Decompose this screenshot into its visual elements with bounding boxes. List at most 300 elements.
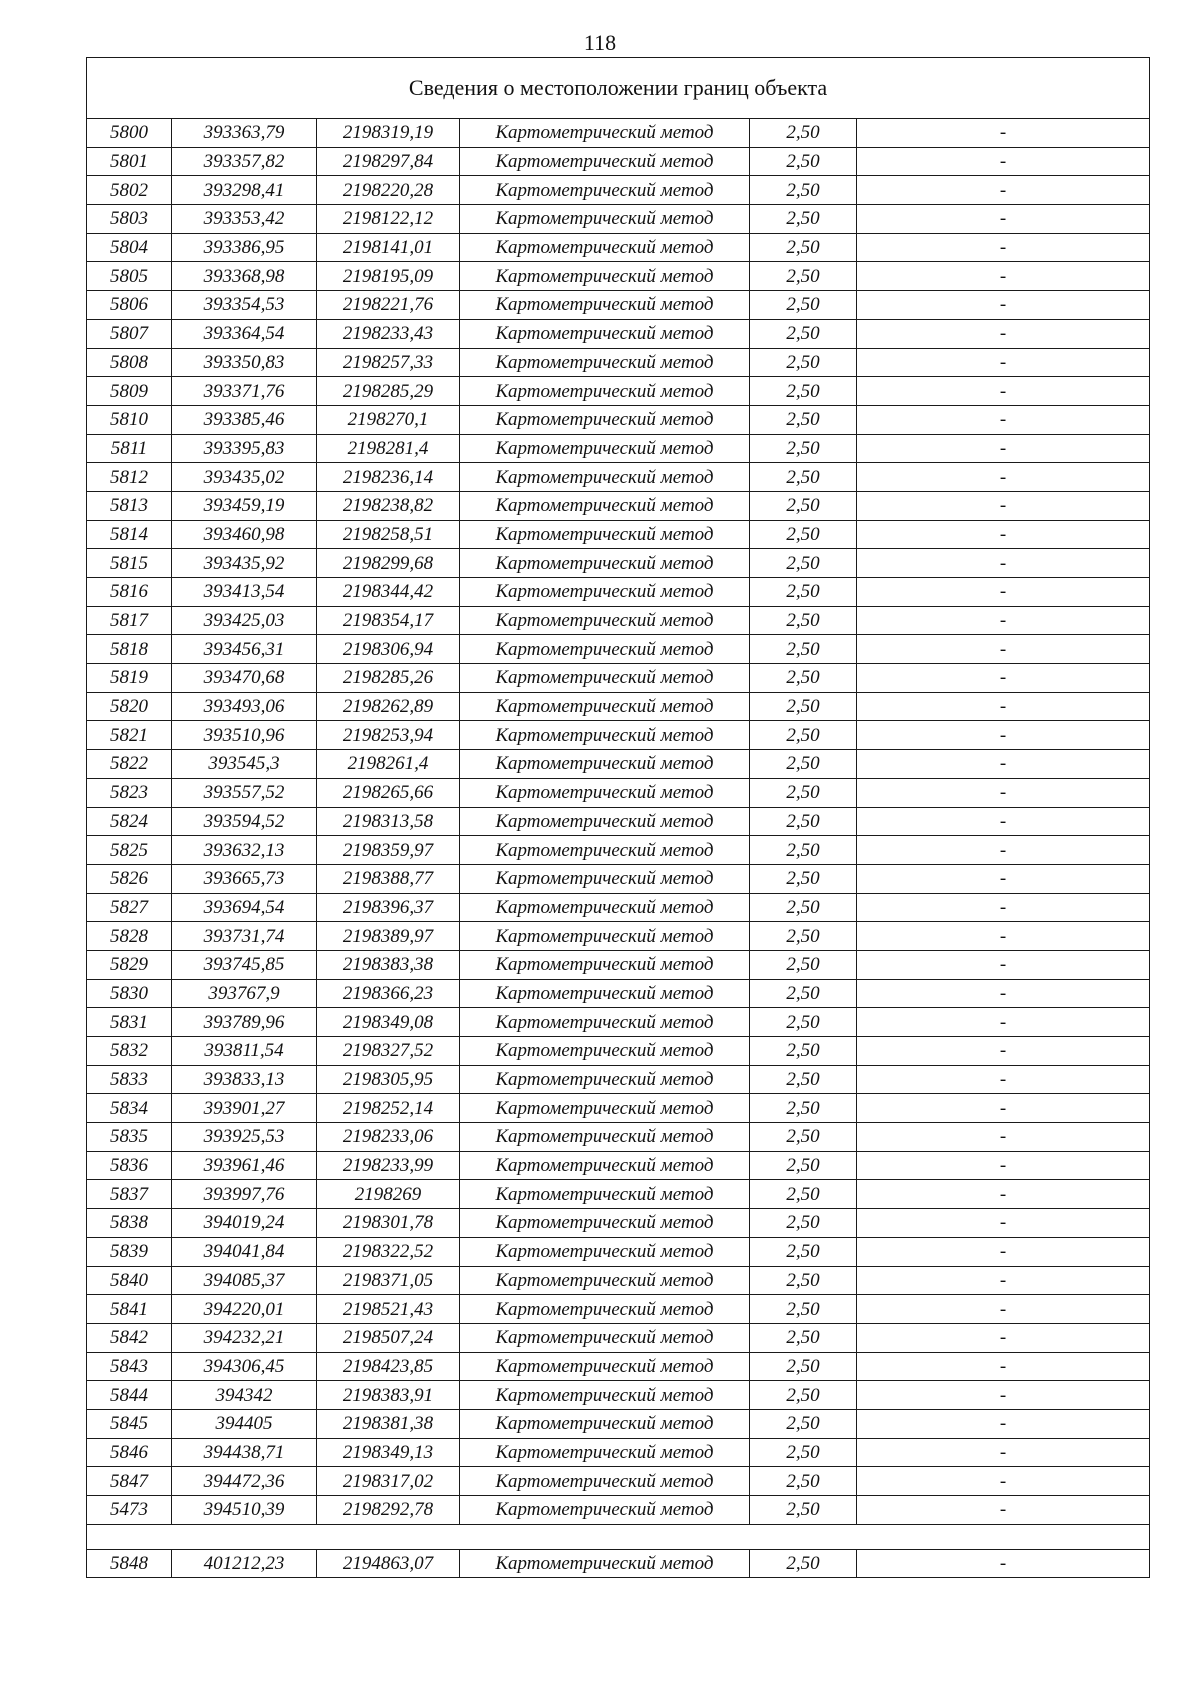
cell-point-number: 5824 [87, 807, 172, 836]
cell-point-number: 5829 [87, 950, 172, 979]
cell-method: Картометрический метод [460, 1266, 750, 1295]
cell-method: Картометрический метод [460, 950, 750, 979]
table-row [87, 664, 1150, 693]
cell-note: - [857, 893, 1150, 922]
cell-point-number: 5834 [87, 1094, 172, 1123]
cell-method: Картометрический метод [460, 1381, 750, 1410]
cell-accuracy: 2,50 [750, 319, 857, 348]
cell-method: Картометрический метод [460, 377, 750, 406]
cell-accuracy: 2,50 [750, 520, 857, 549]
page-number: 118 [583, 30, 617, 55]
cell-accuracy: 2,50 [750, 1496, 857, 1525]
cell-accuracy: 2,50 [750, 176, 857, 205]
table-row [87, 377, 1150, 406]
cell-note: - [857, 463, 1150, 492]
table-row [87, 1295, 1150, 1324]
cell-x-coordinate: 393961,46 [172, 1151, 317, 1180]
cell-y-coordinate: 2198389,97 [317, 922, 460, 951]
cell-x-coordinate: 393833,13 [172, 1065, 317, 1094]
cell-point-number: 5811 [87, 434, 172, 463]
cell-y-coordinate: 2198344,42 [317, 578, 460, 607]
cell-accuracy: 2,50 [750, 1237, 857, 1266]
cell-y-coordinate: 2198233,99 [317, 1151, 460, 1180]
table-row [87, 1496, 1150, 1525]
cell-accuracy: 2,50 [750, 578, 857, 607]
cell-x-coordinate: 393789,96 [172, 1008, 317, 1037]
cell-y-coordinate: 2198258,51 [317, 520, 460, 549]
table-row [87, 1209, 1150, 1238]
cell-point-number: 5830 [87, 979, 172, 1008]
cell-note: - [857, 1123, 1150, 1152]
cell-point-number: 5841 [87, 1295, 172, 1324]
cell-y-coordinate: 2198269 [317, 1180, 460, 1209]
table-row [87, 291, 1150, 320]
cell-x-coordinate: 393459,19 [172, 491, 317, 520]
cell-point-number: 5828 [87, 922, 172, 951]
cell-point-number: 5838 [87, 1209, 172, 1238]
cell-point-number: 5809 [87, 377, 172, 406]
cell-y-coordinate: 2198301,78 [317, 1209, 460, 1238]
cell-point-number: 5821 [87, 721, 172, 750]
cell-y-coordinate: 2198122,12 [317, 205, 460, 234]
cell-x-coordinate: 393997,76 [172, 1180, 317, 1209]
table-row [87, 348, 1150, 377]
cell-method: Картометрический метод [460, 176, 750, 205]
cell-accuracy: 2,50 [750, 750, 857, 779]
cell-x-coordinate: 401212,23 [172, 1549, 317, 1578]
cell-y-coordinate: 2198238,82 [317, 491, 460, 520]
caption-row [87, 58, 1150, 119]
cell-x-coordinate: 393901,27 [172, 1094, 317, 1123]
cell-note: - [857, 1266, 1150, 1295]
cell-accuracy: 2,50 [750, 1266, 857, 1295]
cell-method: Картометрический метод [460, 1549, 750, 1578]
cell-x-coordinate: 393386,95 [172, 233, 317, 262]
cell-note: - [857, 147, 1150, 176]
cell-accuracy: 2,50 [750, 1008, 857, 1037]
cell-x-coordinate: 393413,54 [172, 578, 317, 607]
cell-x-coordinate: 394232,21 [172, 1323, 317, 1352]
cell-x-coordinate: 393364,54 [172, 319, 317, 348]
cell-y-coordinate: 2198261,4 [317, 750, 460, 779]
cell-x-coordinate: 393767,9 [172, 979, 317, 1008]
spacer-cell [87, 1524, 1150, 1549]
cell-point-number: 5831 [87, 1008, 172, 1037]
table-row [87, 1438, 1150, 1467]
cell-note: - [857, 520, 1150, 549]
table-row [87, 1037, 1150, 1066]
cell-method: Картометрический метод [460, 491, 750, 520]
cell-point-number: 5819 [87, 664, 172, 693]
cell-y-coordinate: 2198253,94 [317, 721, 460, 750]
cell-y-coordinate: 2198299,68 [317, 549, 460, 578]
cell-y-coordinate: 2198221,76 [317, 291, 460, 320]
cell-accuracy: 2,50 [750, 1323, 857, 1352]
cell-point-number: 5814 [87, 520, 172, 549]
cell-note: - [857, 1094, 1150, 1123]
cell-note: - [857, 606, 1150, 635]
cell-note: - [857, 1037, 1150, 1066]
cell-note: - [857, 807, 1150, 836]
cell-note: - [857, 1237, 1150, 1266]
cell-method: Картометрический метод [460, 1151, 750, 1180]
table-row [87, 434, 1150, 463]
table-row [87, 606, 1150, 635]
cell-note: - [857, 491, 1150, 520]
cell-method: Картометрический метод [460, 405, 750, 434]
cell-y-coordinate: 2198285,26 [317, 664, 460, 693]
cell-method: Картометрический метод [460, 893, 750, 922]
cell-note: - [857, 291, 1150, 320]
cell-x-coordinate: 393557,52 [172, 778, 317, 807]
cell-y-coordinate: 2198252,14 [317, 1094, 460, 1123]
cell-y-coordinate: 2198349,08 [317, 1008, 460, 1037]
cell-x-coordinate: 393811,54 [172, 1037, 317, 1066]
cell-note: - [857, 119, 1150, 148]
cell-y-coordinate: 2198319,19 [317, 119, 460, 148]
cell-method: Картометрический метод [460, 434, 750, 463]
cell-accuracy: 2,50 [750, 1123, 857, 1152]
boundary-coordinates-table [86, 57, 1150, 1578]
cell-accuracy: 2,50 [750, 721, 857, 750]
cell-x-coordinate: 393368,98 [172, 262, 317, 291]
cell-note: - [857, 1295, 1150, 1324]
cell-method: Картометрический метод [460, 1094, 750, 1123]
cell-x-coordinate: 393594,52 [172, 807, 317, 836]
table-row [87, 807, 1150, 836]
cell-method: Картометрический метод [460, 979, 750, 1008]
cell-method: Картометрический метод [460, 291, 750, 320]
cell-method: Картометрический метод [460, 807, 750, 836]
cell-note: - [857, 1381, 1150, 1410]
cell-point-number: 5816 [87, 578, 172, 607]
table-row [87, 1549, 1150, 1578]
cell-y-coordinate: 2198383,91 [317, 1381, 460, 1410]
cell-point-number: 5848 [87, 1549, 172, 1578]
cell-method: Картометрический метод [460, 778, 750, 807]
cell-note: - [857, 836, 1150, 865]
cell-note: - [857, 578, 1150, 607]
cell-note: - [857, 1151, 1150, 1180]
cell-accuracy: 2,50 [750, 807, 857, 836]
cell-accuracy: 2,50 [750, 1438, 857, 1467]
cell-note: - [857, 1008, 1150, 1037]
cell-method: Картометрический метод [460, 578, 750, 607]
table-row [87, 864, 1150, 893]
cell-accuracy: 2,50 [750, 549, 857, 578]
cell-note: - [857, 205, 1150, 234]
cell-method: Картометрический метод [460, 1237, 750, 1266]
cell-method: Картометрический метод [460, 1037, 750, 1066]
cell-point-number: 5473 [87, 1496, 172, 1525]
cell-accuracy: 2,50 [750, 348, 857, 377]
cell-note: - [857, 262, 1150, 291]
table-row [87, 750, 1150, 779]
cell-y-coordinate: 2198371,05 [317, 1266, 460, 1295]
cell-accuracy: 2,50 [750, 1037, 857, 1066]
cell-x-coordinate: 393354,53 [172, 291, 317, 320]
cell-method: Картометрический метод [460, 233, 750, 262]
cell-accuracy: 2,50 [750, 405, 857, 434]
cell-accuracy: 2,50 [750, 692, 857, 721]
table-row [87, 1266, 1150, 1295]
cell-note: - [857, 1549, 1150, 1578]
cell-method: Картометрический метод [460, 319, 750, 348]
cell-y-coordinate: 2198388,77 [317, 864, 460, 893]
cell-x-coordinate: 393395,83 [172, 434, 317, 463]
cell-point-number: 5825 [87, 836, 172, 865]
cell-method: Картометрический метод [460, 1467, 750, 1496]
cell-method: Картометрический метод [460, 1065, 750, 1094]
cell-point-number: 5805 [87, 262, 172, 291]
cell-accuracy: 2,50 [750, 1467, 857, 1496]
cell-method: Картометрический метод [460, 549, 750, 578]
table-row [87, 319, 1150, 348]
cell-point-number: 5844 [87, 1381, 172, 1410]
spacer-row [87, 1524, 1150, 1549]
table-row [87, 491, 1150, 520]
cell-method: Картометрический метод [460, 463, 750, 492]
cell-note: - [857, 1180, 1150, 1209]
cell-x-coordinate: 394306,45 [172, 1352, 317, 1381]
cell-y-coordinate: 2198281,4 [317, 434, 460, 463]
cell-accuracy: 2,50 [750, 1094, 857, 1123]
cell-x-coordinate: 393353,42 [172, 205, 317, 234]
cell-note: - [857, 721, 1150, 750]
cell-y-coordinate: 2198195,09 [317, 262, 460, 291]
cell-point-number: 5837 [87, 1180, 172, 1209]
table-row [87, 1409, 1150, 1438]
cell-accuracy: 2,50 [750, 864, 857, 893]
table-row [87, 176, 1150, 205]
cell-note: - [857, 405, 1150, 434]
table-row [87, 1094, 1150, 1123]
table-row [87, 836, 1150, 865]
cell-note: - [857, 434, 1150, 463]
cell-accuracy: 2,50 [750, 205, 857, 234]
cell-x-coordinate: 394510,39 [172, 1496, 317, 1525]
cell-accuracy: 2,50 [750, 1352, 857, 1381]
cell-point-number: 5845 [87, 1409, 172, 1438]
cell-method: Картометрический метод [460, 692, 750, 721]
cell-x-coordinate: 393665,73 [172, 864, 317, 893]
cell-x-coordinate: 394342 [172, 1381, 317, 1410]
cell-y-coordinate: 2198521,43 [317, 1295, 460, 1324]
cell-x-coordinate: 393385,46 [172, 405, 317, 434]
table-row [87, 1180, 1150, 1209]
cell-x-coordinate: 393435,92 [172, 549, 317, 578]
table-row [87, 922, 1150, 951]
table-row [87, 950, 1150, 979]
cell-note: - [857, 1496, 1150, 1525]
cell-point-number: 5833 [87, 1065, 172, 1094]
cell-accuracy: 2,50 [750, 950, 857, 979]
cell-x-coordinate: 393371,76 [172, 377, 317, 406]
cell-x-coordinate: 393435,02 [172, 463, 317, 492]
cell-x-coordinate: 393470,68 [172, 664, 317, 693]
cell-y-coordinate: 2198292,78 [317, 1496, 460, 1525]
cell-note: - [857, 864, 1150, 893]
cell-note: - [857, 979, 1150, 1008]
cell-accuracy: 2,50 [750, 491, 857, 520]
cell-y-coordinate: 2198306,94 [317, 635, 460, 664]
cell-note: - [857, 922, 1150, 951]
cell-note: - [857, 635, 1150, 664]
table-row [87, 893, 1150, 922]
cell-accuracy: 2,50 [750, 233, 857, 262]
cell-point-number: 5810 [87, 405, 172, 434]
cell-note: - [857, 233, 1150, 262]
cell-point-number: 5846 [87, 1438, 172, 1467]
cell-point-number: 5827 [87, 893, 172, 922]
cell-note: - [857, 1323, 1150, 1352]
cell-point-number: 5802 [87, 176, 172, 205]
cell-point-number: 5812 [87, 463, 172, 492]
cell-note: - [857, 1467, 1150, 1496]
cell-x-coordinate: 393425,03 [172, 606, 317, 635]
cell-y-coordinate: 2198297,84 [317, 147, 460, 176]
table-row [87, 463, 1150, 492]
cell-method: Картометрический метод [460, 1352, 750, 1381]
table-row [87, 119, 1150, 148]
cell-method: Картометрический метод [460, 836, 750, 865]
cell-note: - [857, 1352, 1150, 1381]
cell-note: - [857, 750, 1150, 779]
cell-x-coordinate: 393545,3 [172, 750, 317, 779]
cell-point-number: 5818 [87, 635, 172, 664]
cell-accuracy: 2,50 [750, 606, 857, 635]
cell-point-number: 5817 [87, 606, 172, 635]
cell-y-coordinate: 2198354,17 [317, 606, 460, 635]
cell-accuracy: 2,50 [750, 119, 857, 148]
cell-x-coordinate: 393493,06 [172, 692, 317, 721]
cell-y-coordinate: 2198383,38 [317, 950, 460, 979]
cell-y-coordinate: 2198507,24 [317, 1323, 460, 1352]
cell-point-number: 5823 [87, 778, 172, 807]
table-row [87, 262, 1150, 291]
cell-method: Картометрический метод [460, 205, 750, 234]
cell-method: Картометрический метод [460, 606, 750, 635]
cell-point-number: 5826 [87, 864, 172, 893]
cell-method: Картометрический метод [460, 1295, 750, 1324]
cell-accuracy: 2,50 [750, 922, 857, 951]
cell-point-number: 5803 [87, 205, 172, 234]
cell-point-number: 5820 [87, 692, 172, 721]
cell-x-coordinate: 393363,79 [172, 119, 317, 148]
cell-y-coordinate: 2198262,89 [317, 692, 460, 721]
cell-note: - [857, 319, 1150, 348]
cell-accuracy: 2,50 [750, 1295, 857, 1324]
cell-method: Картометрический метод [460, 1323, 750, 1352]
cell-note: - [857, 1065, 1150, 1094]
cell-x-coordinate: 393456,31 [172, 635, 317, 664]
cell-point-number: 5836 [87, 1151, 172, 1180]
cell-x-coordinate: 393694,54 [172, 893, 317, 922]
cell-point-number: 5813 [87, 491, 172, 520]
table-row [87, 1008, 1150, 1037]
table-caption: Сведения о местоположении границ объекта [87, 58, 1150, 119]
cell-method: Картометрический метод [460, 1496, 750, 1525]
cell-x-coordinate: 394085,37 [172, 1266, 317, 1295]
cell-x-coordinate: 393298,41 [172, 176, 317, 205]
cell-x-coordinate: 393460,98 [172, 520, 317, 549]
table-row [87, 205, 1150, 234]
cell-y-coordinate: 2198257,33 [317, 348, 460, 377]
cell-method: Картометрический метод [460, 147, 750, 176]
cell-method: Картометрический метод [460, 922, 750, 951]
cell-y-coordinate: 2198285,29 [317, 377, 460, 406]
table-row [87, 549, 1150, 578]
cell-method: Картометрический метод [460, 721, 750, 750]
cell-y-coordinate: 2198423,85 [317, 1352, 460, 1381]
table-row [87, 405, 1150, 434]
cell-x-coordinate: 393731,74 [172, 922, 317, 951]
cell-point-number: 5800 [87, 119, 172, 148]
cell-method: Картометрический метод [460, 1008, 750, 1037]
cell-point-number: 5808 [87, 348, 172, 377]
cell-accuracy: 2,50 [750, 979, 857, 1008]
cell-note: - [857, 692, 1150, 721]
cell-accuracy: 2,50 [750, 147, 857, 176]
cell-y-coordinate: 2198270,1 [317, 405, 460, 434]
table-row [87, 1151, 1150, 1180]
cell-accuracy: 2,50 [750, 463, 857, 492]
cell-x-coordinate: 393745,85 [172, 950, 317, 979]
cell-x-coordinate: 393510,96 [172, 721, 317, 750]
table-row [87, 578, 1150, 607]
cell-accuracy: 2,50 [750, 1409, 857, 1438]
cell-method: Картометрический метод [460, 1180, 750, 1209]
table-row [87, 1065, 1150, 1094]
table-row [87, 1467, 1150, 1496]
cell-method: Картометрический метод [460, 520, 750, 549]
cell-note: - [857, 950, 1150, 979]
cell-y-coordinate: 2198327,52 [317, 1037, 460, 1066]
table-row [87, 1237, 1150, 1266]
cell-x-coordinate: 393357,82 [172, 147, 317, 176]
cell-y-coordinate: 2198359,97 [317, 836, 460, 865]
cell-note: - [857, 664, 1150, 693]
cell-point-number: 5842 [87, 1323, 172, 1352]
cell-method: Картометрический метод [460, 119, 750, 148]
cell-method: Картометрический метод [460, 864, 750, 893]
cell-method: Картометрический метод [460, 750, 750, 779]
cell-method: Картометрический метод [460, 1209, 750, 1238]
cell-accuracy: 2,50 [750, 635, 857, 664]
cell-note: - [857, 176, 1150, 205]
cell-point-number: 5806 [87, 291, 172, 320]
table-row [87, 1381, 1150, 1410]
cell-accuracy: 2,50 [750, 1065, 857, 1094]
cell-note: - [857, 1409, 1150, 1438]
cell-y-coordinate: 2194863,07 [317, 1549, 460, 1578]
table-row [87, 1123, 1150, 1152]
table-row [87, 520, 1150, 549]
cell-method: Картометрический метод [460, 1409, 750, 1438]
cell-x-coordinate: 394041,84 [172, 1237, 317, 1266]
cell-y-coordinate: 2198381,38 [317, 1409, 460, 1438]
table-row [87, 1323, 1150, 1352]
cell-point-number: 5822 [87, 750, 172, 779]
cell-y-coordinate: 2198233,06 [317, 1123, 460, 1152]
cell-accuracy: 2,50 [750, 262, 857, 291]
cell-point-number: 5815 [87, 549, 172, 578]
cell-y-coordinate: 2198305,95 [317, 1065, 460, 1094]
cell-x-coordinate: 393350,83 [172, 348, 317, 377]
cell-note: - [857, 778, 1150, 807]
cell-method: Картометрический метод [460, 348, 750, 377]
cell-note: - [857, 377, 1150, 406]
